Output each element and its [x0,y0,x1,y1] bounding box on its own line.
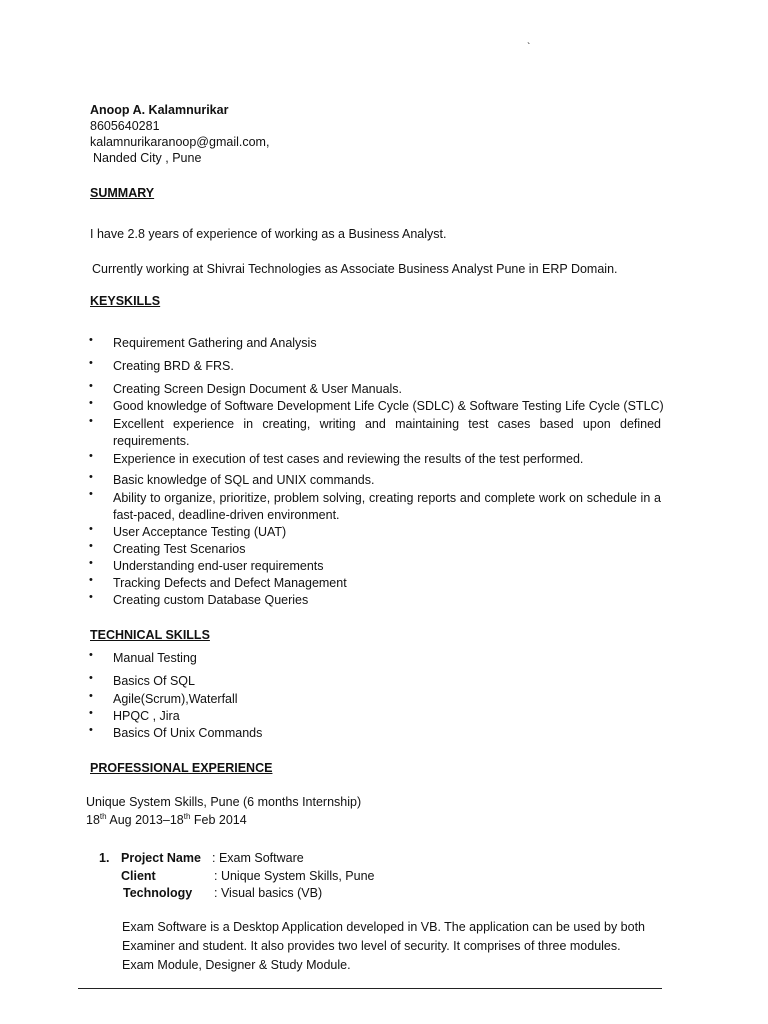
stray-tick-mark: ` [527,42,531,53]
list-item: Experience in execution of test cases and reviewing the results of the test performed. [113,452,584,466]
list-item: Agile(Scrum),Waterfall [113,692,238,706]
list-item: Basics Of SQL [113,674,195,688]
list-item: Excellent experience in creating, writing and maintaining test cases based upon defined requirements. [113,417,661,448]
list-item: Basics Of Unix Commands [113,726,263,740]
list-item: Requirement Gathering and Analysis [113,336,317,350]
bullet-icon: • [89,523,93,535]
list-item: Creating Test Scenarios [113,542,246,556]
bullet-icon: • [89,707,93,719]
phone-number: 8605640281 [90,119,160,133]
list-item: HPQC , Jira [113,709,180,723]
list-item: Ability to organize, prioritize, problem solving, creating reports and complete work on schedule in a fast-paced, deadline-driven environment. [113,491,661,522]
bullet-icon: • [89,334,93,346]
bullet-icon: • [89,357,93,369]
technical-skills-heading: TECHNICAL SKILLS [90,628,210,642]
bullet-icon: • [89,672,93,684]
list-item: Good knowledge of Software Development Life Cycle (SDLC) & Software Testing Life Cycle (STLC) [113,399,664,413]
company-line: Unique System Skills, Pune (6 months Internship) [86,795,362,809]
bullet-icon: • [89,380,93,392]
technology-label: Technology [123,886,193,900]
bullet-icon: • [89,488,93,500]
technology-value: : Visual basics (VB) [214,886,323,900]
bullet-icon: • [89,397,93,409]
list-item: Understanding end-user requirements [113,559,324,573]
bullet-icon: • [89,690,93,702]
keyskills-heading: KEYSKILLS [90,294,161,308]
list-item: Basic knowledge of SQL and UNIX commands. [113,473,375,487]
project-number: 1. [99,851,110,865]
client-label: Client [121,869,156,883]
bullet-icon: • [89,540,93,552]
project-name-value: : Exam Software [212,851,304,865]
bullet-icon: • [89,649,93,661]
bullet-icon: • [89,415,93,427]
location: Nanded City , Pune [93,151,202,165]
list-item: User Acceptance Testing (UAT) [113,525,287,539]
bullet-icon: • [89,724,93,736]
bullet-icon: • [89,574,93,586]
list-item: Creating Screen Design Document & User Manuals. [113,382,403,396]
candidate-name: Anoop A. Kalamnurikar [90,103,229,117]
email-address: kalamnurikaranoop@gmail.com, [90,135,270,149]
summary-heading: SUMMARY [90,186,155,200]
project-description: Exam Software is a Desktop Application developed in VB. The application can be used by both Examiner and student. It also provides two level of security. It comprises of three modules. Exam Module, Designer & Study Module. [122,920,646,972]
summary-line-1: I have 2.8 years of experience of working as a Business Analyst. [90,227,447,241]
bullet-icon: • [89,591,93,603]
summary-line-2: Currently working at Shivrai Technologies as Associate Business Analyst Pune in ERP Domain. [92,262,618,276]
list-item: Creating BRD & FRS. [113,359,234,373]
page-divider [78,988,662,989]
list-item: Creating custom Database Queries [113,593,309,607]
list-item: Tracking Defects and Defect Management [113,576,347,590]
client-value: : Unique System Skills, Pune [214,869,375,883]
project-name-label: Project Name [121,851,201,865]
bullet-icon: • [89,557,93,569]
bullet-icon: • [89,450,93,462]
list-item: Manual Testing [113,651,197,665]
employment-dates: 18th Aug 2013–18th Feb 2014 [86,811,247,827]
professional-experience-heading: PROFESSIONAL EXPERIENCE [90,761,273,775]
bullet-icon: • [89,471,93,483]
